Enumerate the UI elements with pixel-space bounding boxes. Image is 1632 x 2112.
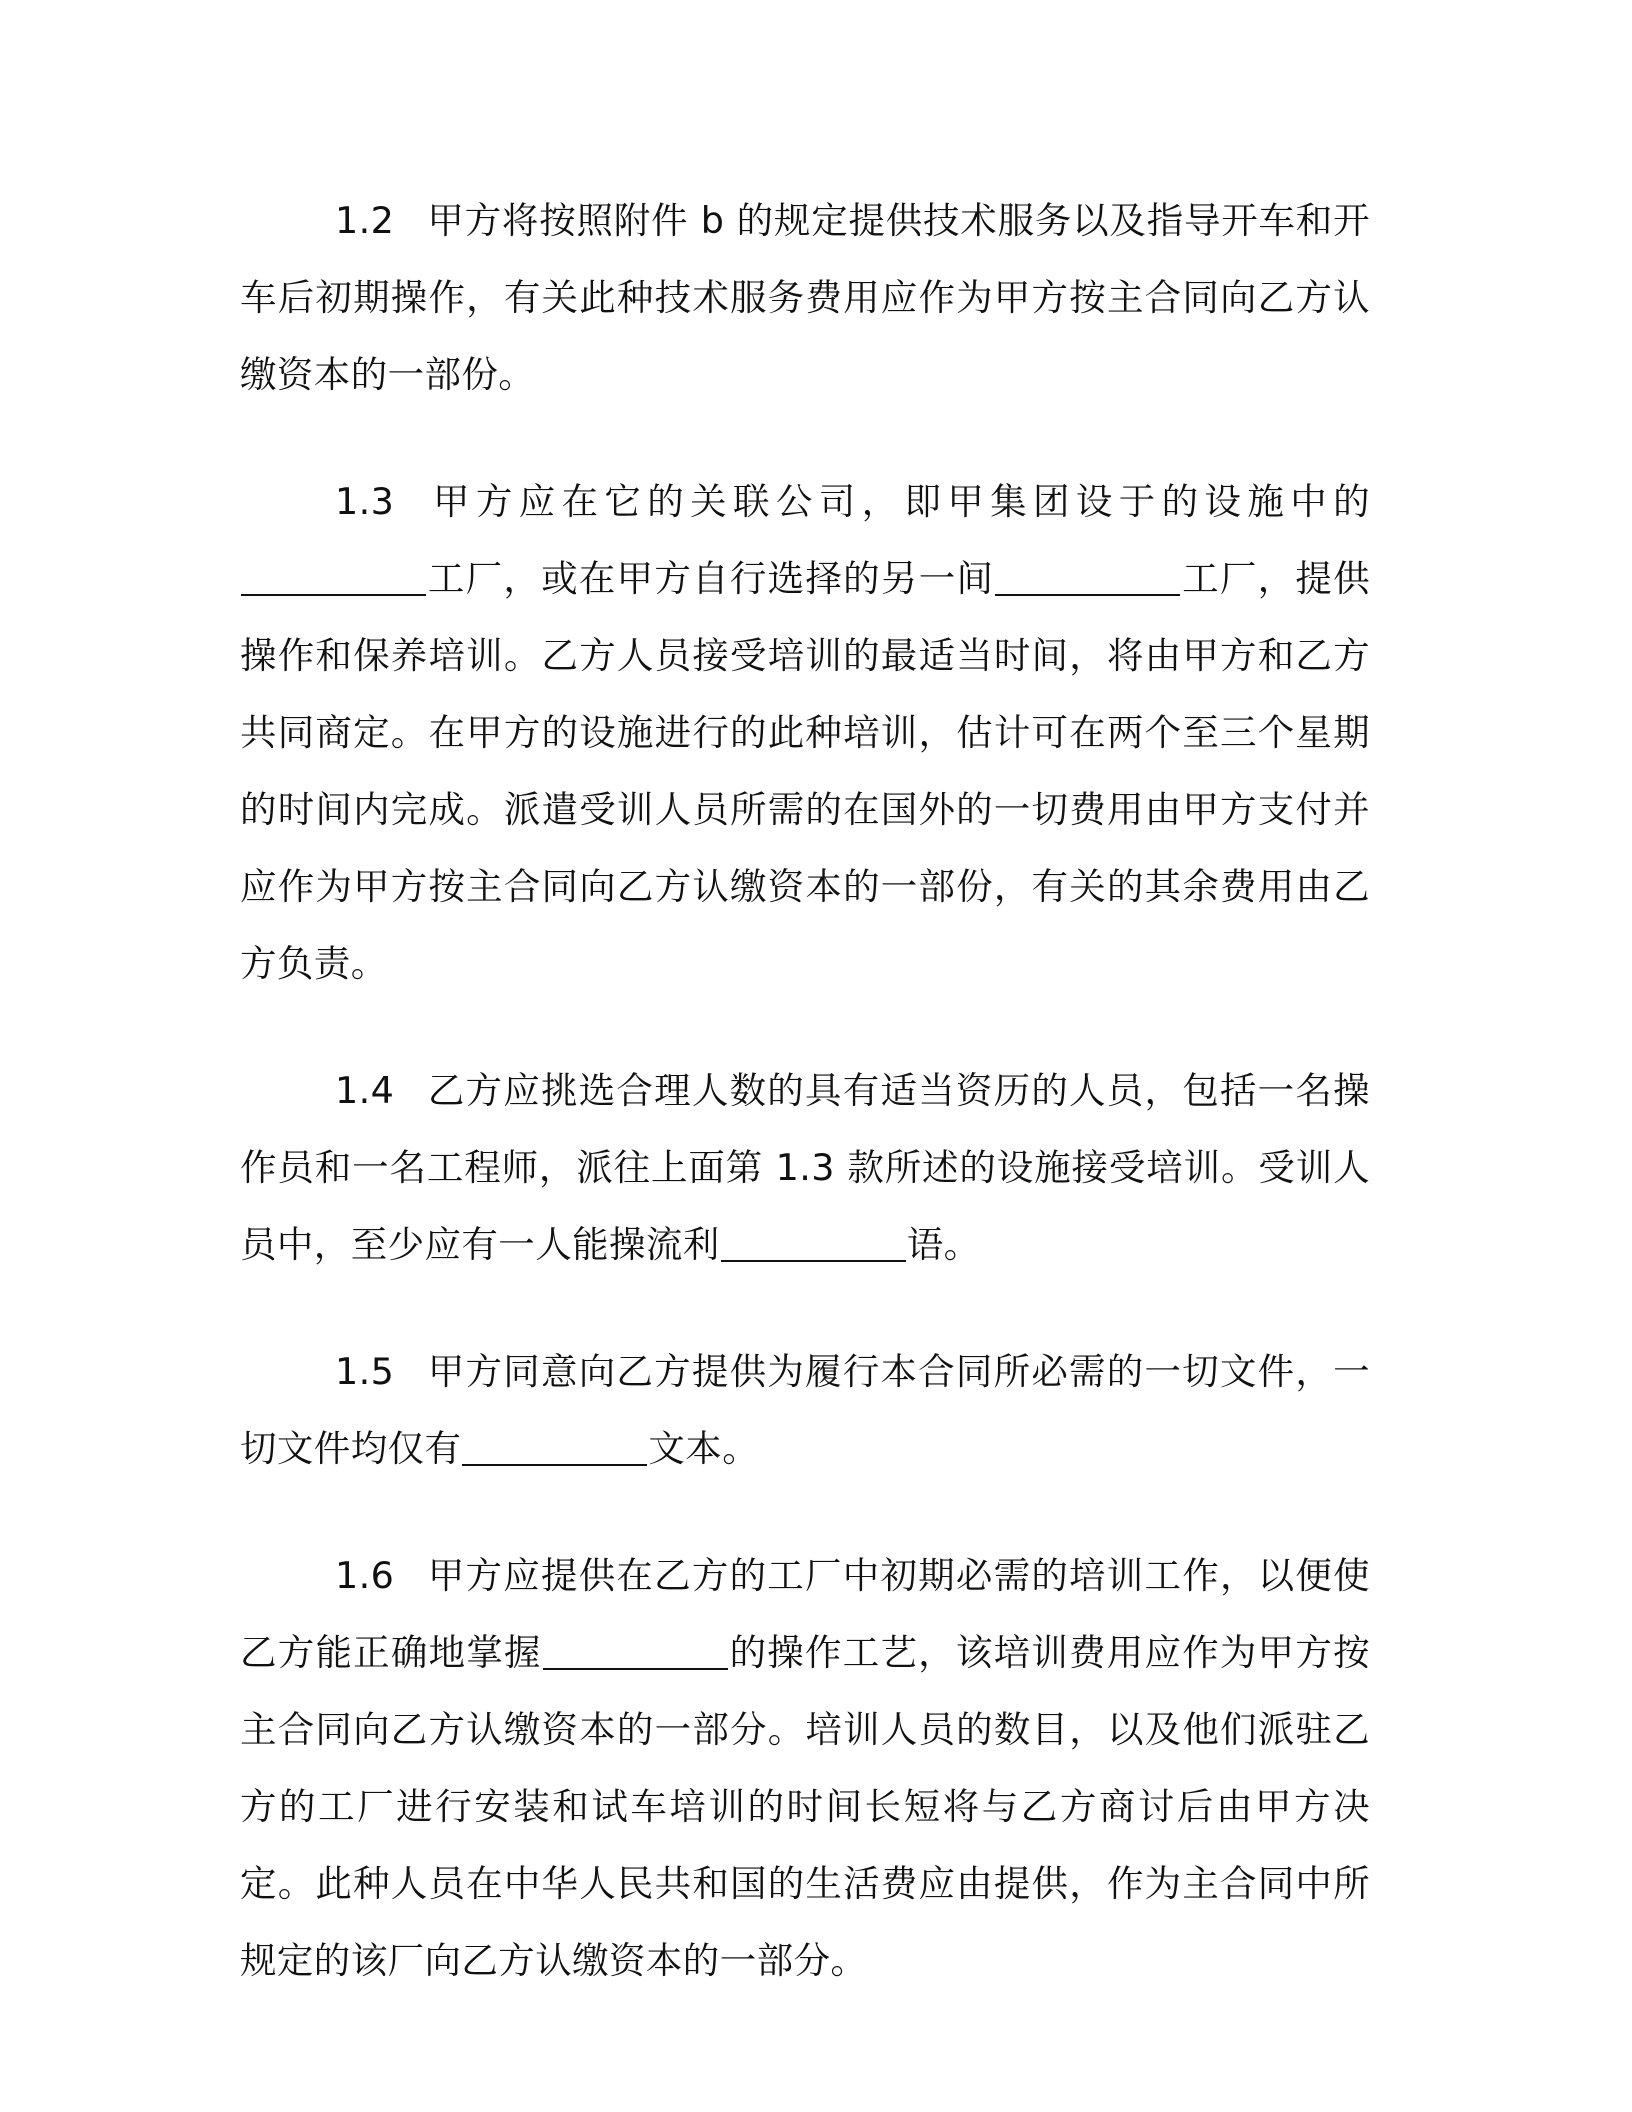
clause-number: 1.3: [335, 480, 395, 523]
clause-text: 乙方应挑选合理人数的具有适当资历的人员，包括一名操作员和一名工程师，派往上面第 1.3 款所述的设施接受培训。受训人员中，至少应有一人能操流利: [240, 1069, 1370, 1266]
fill-in-blank: [543, 1632, 728, 1670]
clause-text: 工厂，或在甲方自行选择的另一间: [427, 557, 995, 600]
clause-text: 甲方将按照附件 b 的规定提供技术服务以及指导开车和开车后初期操作，有关此种技术服务费用应作为甲方按主合同向乙方认缴资本的一部份。: [240, 199, 1370, 396]
clause-number: 1.5: [335, 1350, 395, 1393]
document-body: [240, 182, 1370, 1999]
clause-number: 1.6: [335, 1554, 395, 1597]
clause-number: 1.2: [335, 199, 395, 242]
clause-text: 甲方应在它的关联公司，即甲集团设于的设施中的: [427, 480, 1370, 523]
clause-number: 1.4: [335, 1069, 395, 1112]
clause-1-5: [240, 1333, 1370, 1487]
clause-text: 甲方同意向乙方提供为履行本合同所必需的一切文件，一切文件均仅有: [240, 1350, 1370, 1470]
clause-text: 文本。: [648, 1427, 760, 1470]
fill-in-blank: [462, 1428, 647, 1466]
clause-text: 的操作工艺，该培训费用应作为甲方按主合同向乙方认缴资本的一部分。培训人员的数目，以及他们派驻乙方的工厂进行安装和试车培训的时间长短将与乙方商讨后由甲方决定。此种人员在中华人民共和国的生活费应由提供，作为主合同中所规定的该厂向乙方认缴资本的一部分。: [240, 1631, 1370, 1982]
clause-text: 语。: [906, 1223, 981, 1266]
fill-in-blank: [995, 558, 1180, 596]
fill-in-blank: [241, 558, 426, 596]
fill-in-blank: [721, 1224, 906, 1262]
clause-text: 甲方应提供在乙方的工厂中初期必需的培训工作，以便使乙方能正确地掌握: [240, 1554, 1370, 1674]
clause-1-6: [240, 1537, 1370, 1999]
clause-1-4: [240, 1052, 1370, 1283]
clause-1-2: [240, 182, 1370, 413]
clause-text: 工厂，提供操作和保养培训。乙方人员接受培训的最适当时间，将由甲方和乙方共同商定。在甲方的设施进行的此种培训，估计可在两个至三个星期的时间内完成。派遣受训人员所需的在国外的一切费用由甲方支付并应作为甲方按主合同向乙方认缴资本的一部份，有关的其余费用由乙方负责。: [240, 557, 1371, 985]
clause-1-3: [240, 463, 1370, 1002]
